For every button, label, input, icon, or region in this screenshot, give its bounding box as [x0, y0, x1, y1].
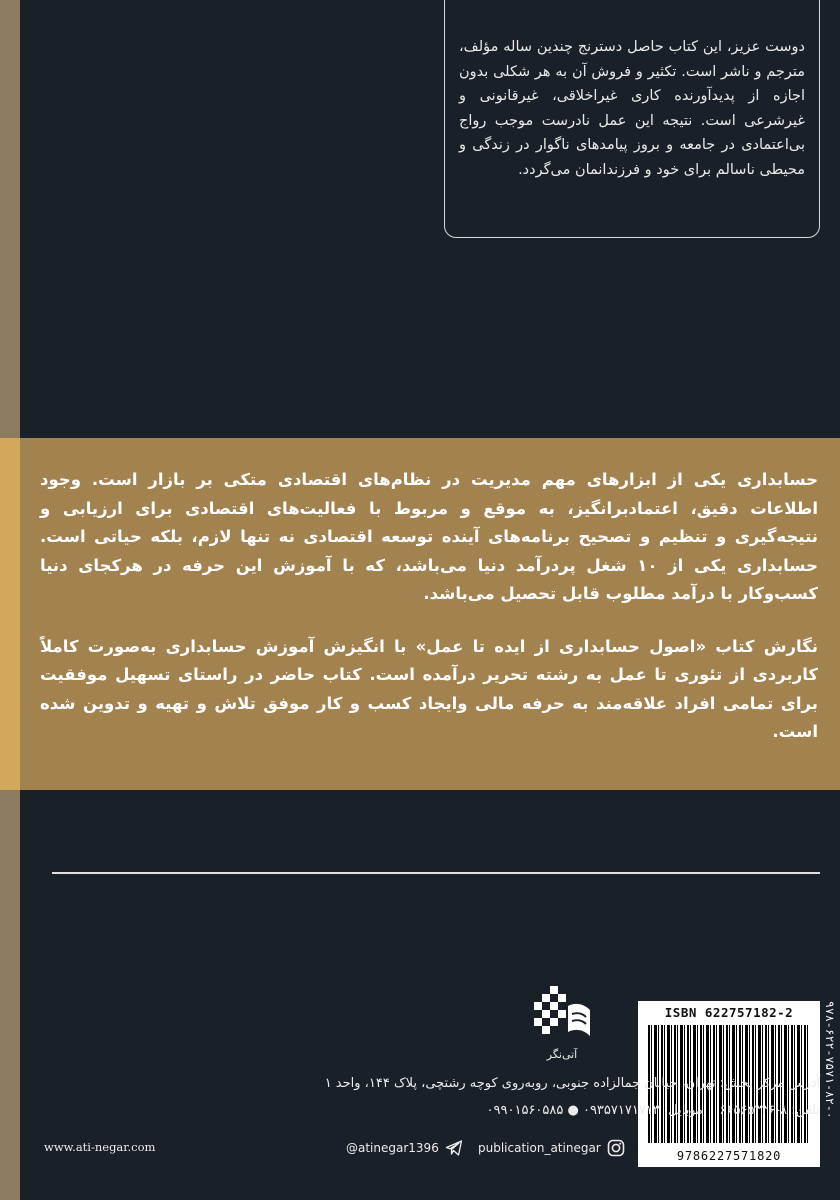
copyright-notice: [444, 0, 820, 238]
publisher-mobile: موبایل: ۰۹۳۵۷۱۷۱۷۱۳ ● ۰۹۹۰۱۵۶۰۵۸۵: [486, 1103, 704, 1118]
telegram-icon: [445, 1139, 463, 1157]
telegram-handle: @atinegar1396: [346, 1141, 439, 1155]
instagram-icon: [607, 1139, 625, 1157]
description-band: [20, 438, 840, 790]
isbn-label: ISBN 622757182-2: [664, 1005, 794, 1020]
isbn-digits: 9786227571820: [676, 1149, 782, 1163]
spine-band: [0, 438, 20, 790]
publisher-phone: تلفن: ۸-۶۶۵۶۵۳۳۶: [719, 1103, 820, 1118]
publisher-name: آتی‌نگر: [546, 1048, 578, 1061]
description-paragraph-2: نگارش کتاب «اصول حسابداری از ایده تا عمل» با انگیزش آموزش حسابداری به‌صورت کاملاً کاربردی از تئوری تا عمل به رشته تحریر درآمده است. کتاب حاضر در راستای تسهیل موفقیت برای تمامی افراد علاقه‌مند به حرفه مالی وایجاد کسب و کار موفق تلاش و تهیه و تدوین شده است.: [40, 636, 818, 741]
spine-lower: [0, 790, 20, 1200]
isbn-vertical: [822, 1001, 838, 1191]
copyright-notice-text: دوست عزیز، این کتاب حاصل دسترنج چندین ساله مؤلف، مترجم و ناشر است. تکثیر و فروش آن به هر شکلی بدون اجازه از پدیدآورنده کاری غیراخلاقی، غیرقانونی و غیرشرعی است. نتیجه این عمل نادرست موجب رواج بی‌اعتمادی در جامعه و بروز پیامدهای ناگوار در زندگی و محیطی ناسالم برای خود و فرزندانمان می‌گردد.: [459, 39, 805, 178]
publisher-logo-icon: [528, 984, 592, 1044]
description-paragraph-1: حسابداری یکی از ابزارهای مهم مدیریت در نظام‌های اقتصادی متکی بر بازار است. وجود اطلاعات دقیق، اعتمادبرانگیز، به موقع و مربوط با فعالیت‌های اقتصادی برای ارزیابی و نتیجه‌گیری و تنظیم و تصحیح برنامه‌های آینده توسعه اقتصادی نه تنها لازم، بلکه حیاتی است. حسابداری یکی از ۱۰ شغل پردرآمد دنیا می‌باشد، که با آموزش این حرفه در هرکجای دنیا کسب‌وکار با درآمد مطلوب قابل تحصیل می‌باشد.: [40, 470, 818, 603]
divider-line: [52, 872, 820, 874]
instagram-link[interactable]: [478, 1137, 625, 1159]
isbn-vertical-text: ۹۷۸-۶۲۲-۷۵۷۱-۸۲-۰: [823, 1001, 837, 1119]
spine-upper: [0, 0, 20, 438]
instagram-handle: publication_atinegar: [478, 1141, 601, 1155]
publisher-website[interactable]: www.ati-negar.com: [44, 1140, 156, 1154]
publisher-address: آدرس مرکز پخش: تهران، خیابان جمالزاده جنوبی، روبه‌روی کوچه رشتچی، پلاک ۱۴۴، واحد ۱: [324, 1076, 820, 1091]
publisher-contact-line: [225, 1103, 820, 1118]
telegram-link[interactable]: [346, 1137, 463, 1159]
